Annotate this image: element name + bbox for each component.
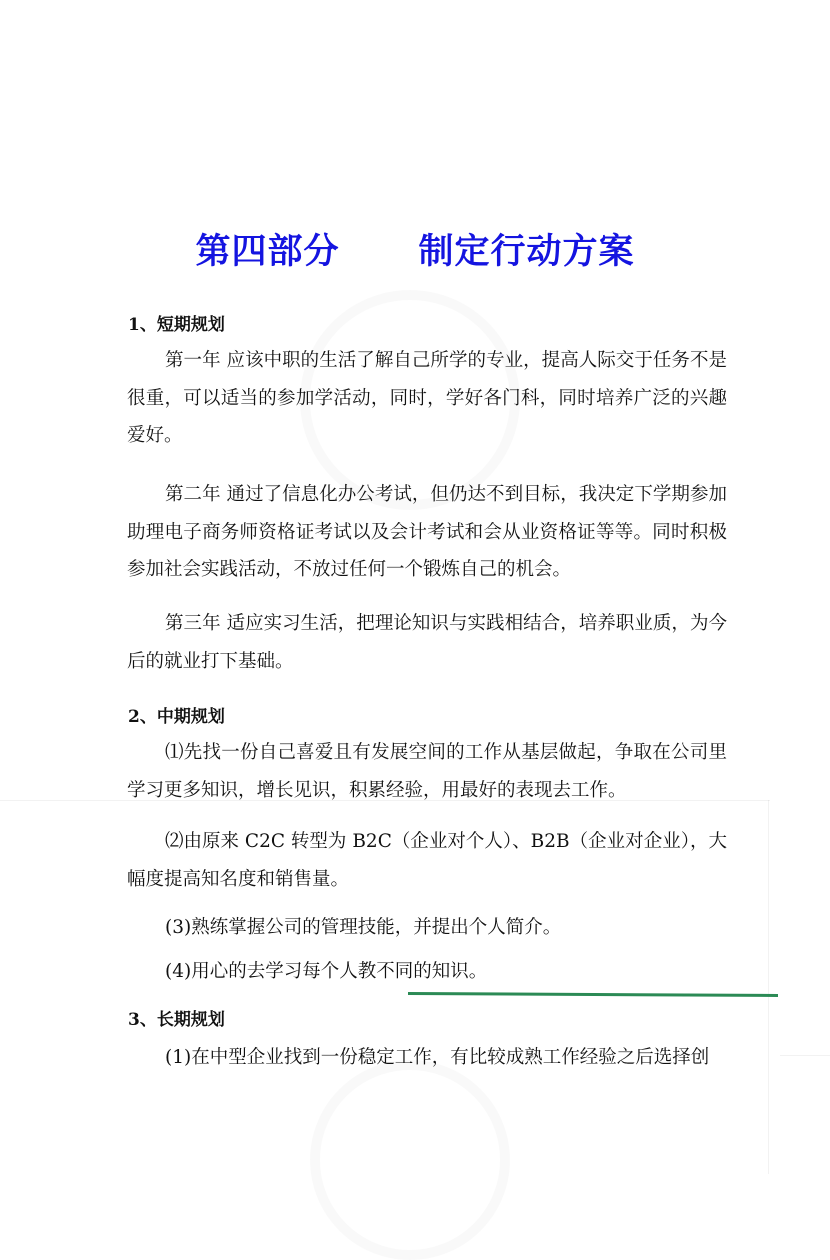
paragraph-long-1: (1)在中型企业找到一份稳定工作，有比较成熟工作经验之后选择创 [165, 1047, 710, 1068]
paragraph-mid-4: (4)用心的去学习每个人教不同的知识。 [165, 961, 488, 982]
paragraph-year-two: 第二年 通过了信息化办公考试，但仍达不到目标，我决定下学期参加助理电子商务师资格证考试以及会计考试和会从业资格证等等。同时积极参加社会实践活动，不放过任何一个锻炼自己的机会。 [127, 484, 727, 580]
green-underline [408, 992, 778, 997]
scan-artifact-line [768, 800, 769, 1174]
watermark-stamp [310, 1060, 510, 1260]
paragraph-mid-2: ⑵由原来 C2C 转型为 B2C（企业对个人）、B2B（企业对企业），大幅度提高知名度和销售量。 [127, 831, 727, 890]
section-heading-short-term: 1、短期规划 [128, 315, 225, 335]
paragraph-mid-1: ⑴先找一份自己喜爱且有发展空间的工作从基层做起，争取在公司里学习更多知识，增长见识，积累经验，用最好的表现去工作。 [127, 742, 727, 801]
paragraph-mid-3: (3)熟练掌握公司的管理技能，并提出个人简介。 [165, 917, 562, 938]
section-heading-long-term: 3、长期规划 [128, 1010, 225, 1030]
paragraph-year-one: 第一年 应该中职的生活了解自己所学的专业，提高人际交于任务不是很重，可以适当的参加学活动，同时，学好各门科，同时培养广泛的兴趣爱好。 [127, 350, 727, 446]
paragraph-year-three: 第三年 适应实习生活，把理论知识与实践相结合，培养职业质，为今后的就业打下基础。 [127, 613, 727, 672]
scan-artifact-line [780, 1055, 830, 1056]
section-heading-mid-term: 2、中期规划 [128, 707, 225, 727]
page-title: 第四部分 制定行动方案 [195, 232, 635, 272]
